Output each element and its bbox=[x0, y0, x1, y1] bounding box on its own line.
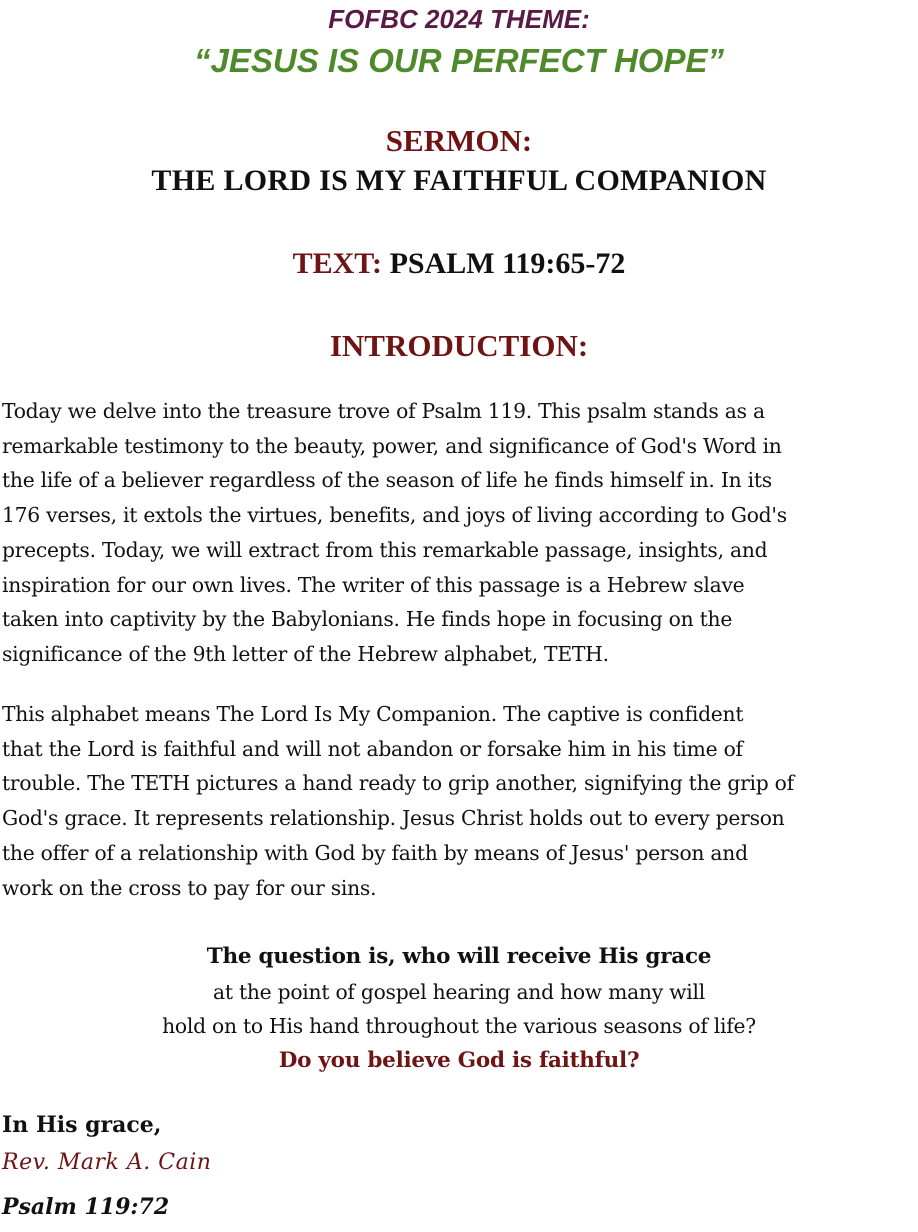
paragraph-line: significance of the 9th letter of the Hebrew alphabet, TETH. bbox=[2, 641, 609, 666]
paragraph-line: trouble. The TETH pictures a hand ready to grip another, signifying the grip of bbox=[2, 771, 794, 796]
text-label: TEXT: bbox=[292, 247, 383, 280]
signoff-verse: Psalm 119:72 bbox=[2, 1194, 170, 1220]
paragraph-line: the offer of a relationship with God by faith by means of Jesus' person and bbox=[2, 840, 748, 865]
sermon-label: SERMON: bbox=[385, 123, 533, 158]
paragraph-line: precepts. Today, we will extract from this remarkable passage, insights, and bbox=[2, 537, 768, 562]
scripture-text-line bbox=[0, 247, 918, 281]
closing-question bbox=[0, 940, 918, 1079]
introduction-label: INTRODUCTION: bbox=[329, 328, 589, 363]
paragraph-line: 176 verses, it extols the virtues, benefits, and joys of living according to God's bbox=[2, 503, 787, 528]
theme-title: “JESUS IS OUR PERFECT HOPE” bbox=[194, 42, 724, 79]
paragraph-line: inspiration for our own lives. The writer of this passage is a Hebrew slave bbox=[2, 572, 745, 597]
closing-question-bold: The question is, who will receive His grace bbox=[206, 944, 712, 969]
paragraph-line: Today we delve into the treasure trove of Psalm 119. This psalm stands as a bbox=[2, 399, 765, 423]
introduction-paragraph-2 bbox=[2, 697, 916, 905]
closing-line-2: at the point of gospel hearing and how many will bbox=[213, 979, 705, 1004]
paragraph-line: taken into captivity by the Babylonians. He finds hope in focusing on the bbox=[2, 607, 733, 632]
paragraph-line: work on the cross to pay for our sins. bbox=[2, 875, 377, 900]
paragraph-line: that the Lord is faithful and will not abandon or forsake him in his time of bbox=[2, 736, 743, 761]
paragraph-line: God's grace. It represents relationship. Jesus Christ holds out to every person bbox=[2, 806, 785, 831]
theme-label: FOFBC 2024 THEME: bbox=[328, 4, 590, 34]
signature: Rev. Mark A. Cain bbox=[2, 1150, 212, 1175]
text-reference: PSALM 119:65-72 bbox=[389, 247, 626, 280]
signoff-salutation: In His grace, bbox=[2, 1112, 162, 1138]
paragraph-line: This alphabet means The Lord Is My Companion. The captive is confident bbox=[2, 702, 744, 726]
introduction-paragraph-1 bbox=[2, 394, 916, 672]
paragraph-line: remarkable testimony to the beauty, power, and significance of God's Word in bbox=[2, 433, 782, 458]
sermon-title: THE LORD IS MY FAITHFUL COMPANION bbox=[151, 164, 767, 197]
closing-question-red: Do you believe God is faithful? bbox=[278, 1048, 640, 1074]
closing-line-3: hold on to His hand throughout the various seasons of life? bbox=[162, 1014, 756, 1039]
paragraph-line: the life of a believer regardless of the season of life he finds himself in. In its bbox=[2, 468, 772, 493]
